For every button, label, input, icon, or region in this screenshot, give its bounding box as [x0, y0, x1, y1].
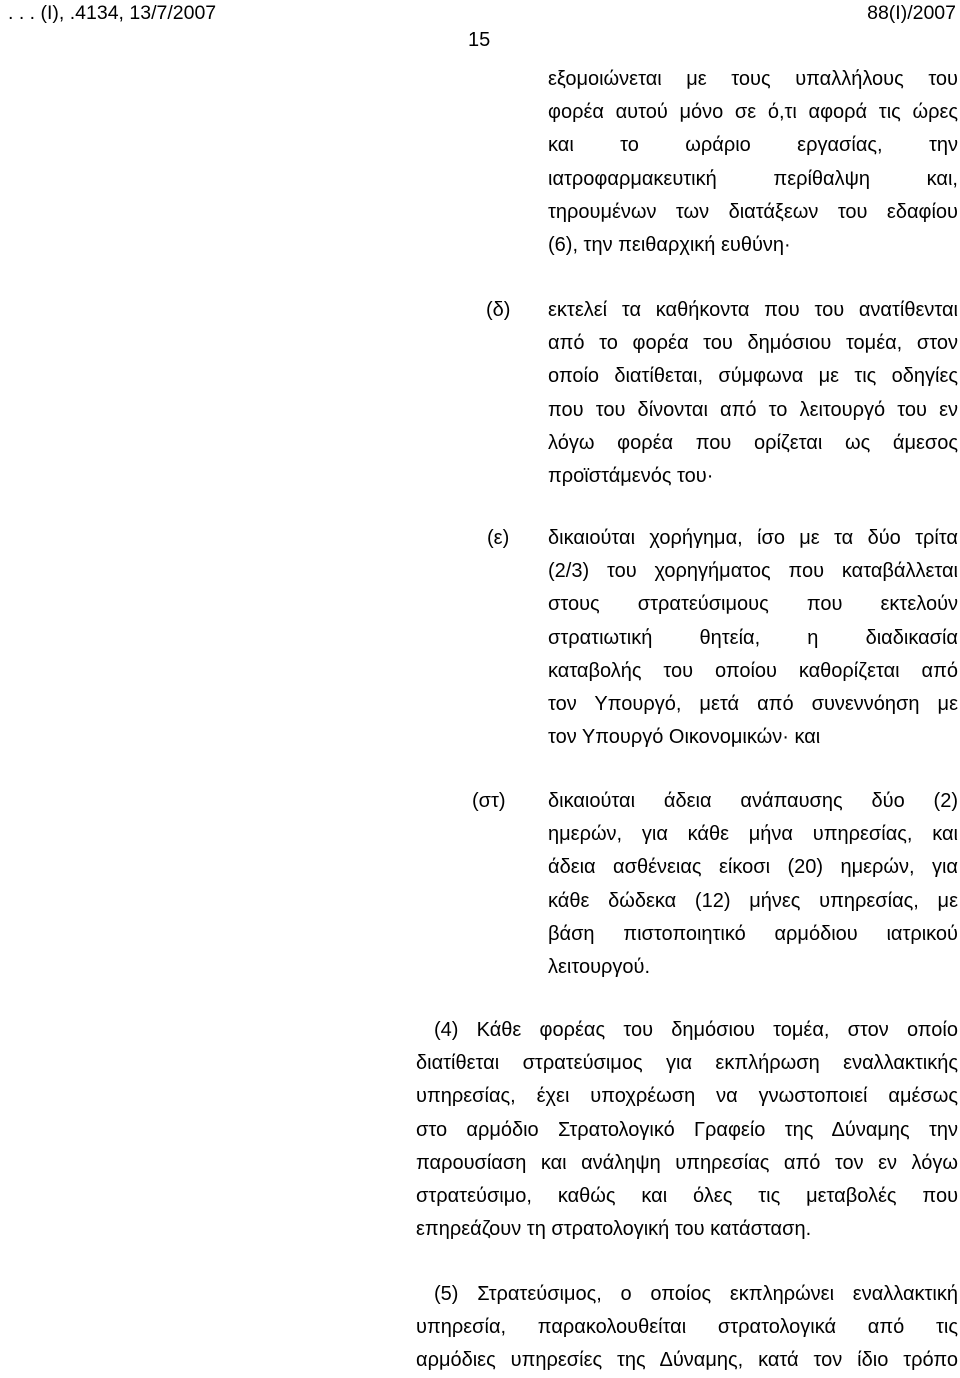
page-number: 15	[468, 29, 491, 51]
law-number: 88(I)/2007	[867, 2, 956, 24]
text-line: οποίο διατίθεται, σύμφωνα με τις οδηγίες	[548, 365, 958, 388]
text-line: ιατροφαρμακευτική περίθαλψη και,	[548, 167, 958, 190]
text-line: που του δίνονται από το λειτουργό του εν	[548, 398, 958, 421]
text-line: στρατεύσιμο, καθώς και όλες τις μεταβολές που	[416, 1184, 958, 1207]
text-line: παρουσίαση και ανάληψη υπηρεσίας από τον εν λόγω	[416, 1151, 958, 1174]
text-line: (5) Στρατεύσιμος, ο οποίος εκπληρώνει εναλλακτική	[434, 1283, 958, 1305]
text-line: τον Υπουργό, μετά από συνεννόηση με	[548, 692, 958, 715]
item-marker: (δ)	[486, 299, 511, 321]
text-line: (2/3) του χορηγήματος που καταβάλλεται	[548, 560, 958, 583]
text-line: διατίθεται στρατεύσιμος για εκπλήρωση εναλλακτικής	[416, 1052, 958, 1075]
item-marker: (ε)	[487, 527, 510, 549]
text-line: κάθε δώδεκα (12) μήνες υπηρεσίας, με	[548, 889, 958, 912]
text-line: τηρουμένων των διατάξεων του εδαφίου	[548, 200, 958, 223]
item-st	[548, 785, 958, 984]
text-line: εκτελεί τα καθήκοντα που του ανατίθενται	[548, 299, 958, 321]
text-line: στους στρατεύσιμους που εκτελούν	[548, 593, 958, 616]
text-line: λόγω φορέα που ορίζεται ως άμεσος	[548, 431, 958, 454]
text-line: από το φορέα του δημόσιου τομέα, στον	[548, 332, 958, 355]
item-marker: (στ)	[472, 790, 506, 812]
text-line: φορέα αυτού μόνο σε ό,τι αφορά τις ώρες	[548, 101, 958, 124]
text-line: εξομοιώνεται με τους υπαλλήλους του	[548, 68, 958, 90]
text-line: δικαιούται χορήγημα, ίσο με τα δύο τρίτα	[548, 527, 958, 549]
document-reference: . . . (Ι), .4134, 13/7/2007	[8, 2, 217, 24]
text-line: υπηρεσίας, έχει υποχρέωση να γνωστοποιεί αμέσως	[416, 1085, 958, 1108]
text-line: στο αρμόδιο Στρατολογικό Γραφείο της Δύναμης την	[416, 1118, 958, 1141]
text-line: (4) Κάθε φορέας του δημόσιου τομέα, στον οποίο	[434, 1019, 958, 1041]
text-line: (6), την πειθαρχική ευθύνη·	[548, 233, 791, 256]
item-e	[548, 522, 958, 754]
text-line: λειτουργού.	[548, 955, 651, 978]
text-line: επηρεάζουν τη στρατολογική του κατάσταση.	[416, 1218, 812, 1241]
text-line: τον Υπουργό Οικονομικών· και	[548, 726, 821, 749]
text-line: άδεια ασθένειας είκοσι (20) ημερών, για	[548, 856, 958, 879]
text-line: και το ωράριο εργασίας, την	[548, 134, 958, 157]
paragraph-5	[416, 1278, 958, 1378]
item-d	[548, 294, 958, 493]
paragraph-4	[416, 1014, 958, 1246]
text-line: ημερών, για κάθε μήνα υπηρεσίας, και	[548, 823, 958, 846]
text-line: αρμόδιες υπηρεσίες της Δύναμης, κατά τον ίδιο τρόπο	[416, 1349, 958, 1372]
text-line: δικαιούται άδεια ανάπαυσης δύο (2)	[548, 790, 958, 812]
text-line: στρατιωτική θητεία, η διαδικασία	[548, 626, 958, 649]
text-line: υπηρεσία, παρακολουθείται στρατολογικά από τις	[416, 1316, 958, 1339]
item-continuation	[548, 63, 958, 262]
text-line: βάση πιστοποιητικό αρμόδιου ιατρικού	[548, 922, 958, 945]
text-line: καταβολής του οποίου καθορίζεται από	[548, 659, 958, 682]
text-line: προϊστάμενός του·	[548, 464, 714, 487]
